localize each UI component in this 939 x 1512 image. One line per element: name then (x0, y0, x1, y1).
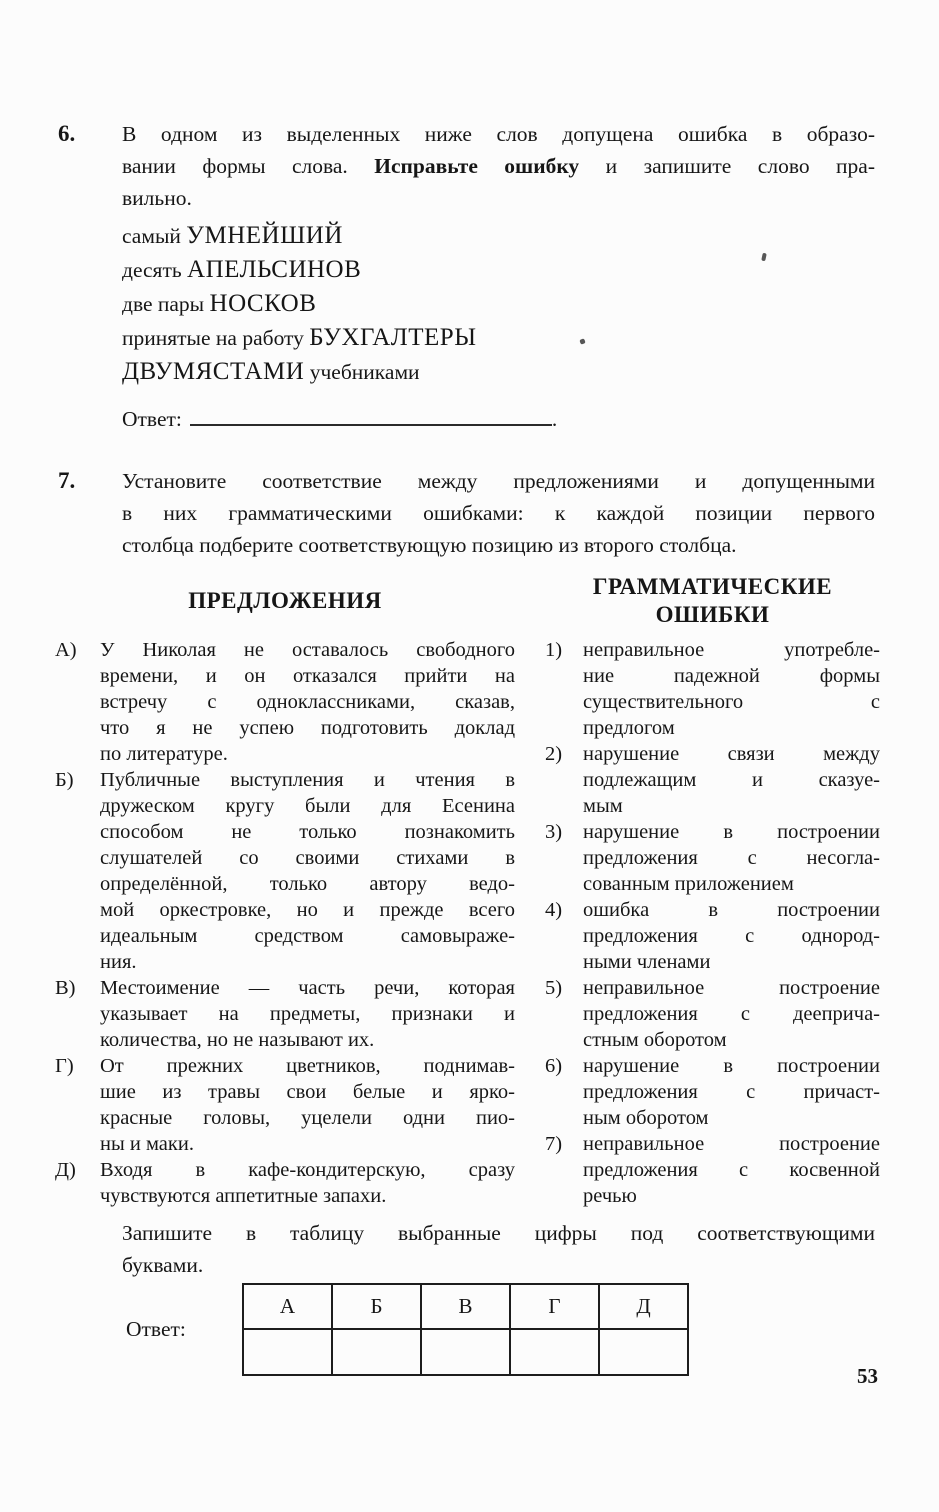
item-label: 5) (545, 977, 563, 999)
errors-header-line1: ГРАММАТИЧЕСКИЕ (592, 574, 833, 599)
question-7-text: Установите соответствие между предложениями и допущенными в них грамматическими ошибками: к каждой позиции первого столбца подберите соответствующую позицию из второго столбца. (122, 469, 875, 557)
errors-column (545, 637, 880, 1209)
table-header-cell-v: В (421, 1284, 510, 1329)
question-6-options (122, 219, 875, 389)
item-label: Д) (55, 1159, 76, 1181)
table-header-cell-b: Б (332, 1284, 421, 1329)
page-number: 53 (857, 1364, 878, 1388)
item-label: А) (55, 639, 77, 661)
question-7-instruction: Запишите в таблицу выбранные цифры под соответствующими буквами. (122, 1221, 875, 1277)
table-input-cell-v[interactable] (421, 1329, 510, 1375)
answers-table-header-row (243, 1284, 688, 1329)
table-input-cell-b[interactable] (332, 1329, 421, 1375)
question-6-text-line2-bold: Исправьте ошибку (374, 154, 580, 178)
answer-label: Ответ: (122, 407, 182, 431)
error-item-2 (545, 741, 880, 819)
errors-column-header (545, 573, 880, 629)
item-text: ошибка в построении предложения с однород- ными членами (583, 899, 880, 973)
error-item-7 (545, 1131, 880, 1209)
table-input-cell-a[interactable] (243, 1329, 332, 1375)
item-text: нарушение в построении предложения с несогла- сованным приложением (583, 821, 880, 895)
item-label: В) (55, 977, 76, 999)
item-text: Местоимение — часть речи, которая указывает на предметы, признаки и количества, но не называют их. (100, 977, 515, 1051)
table-input-cell-g[interactable] (510, 1329, 599, 1375)
option-4-plain: принятые на работу (122, 326, 310, 350)
item-text: неправильное построение предложения с косвенной речью (583, 1133, 880, 1207)
error-item-1 (545, 637, 880, 741)
question-6-text-line3: вильно. (122, 186, 192, 210)
option-4-caps: БУХГАЛТЕРЫ (309, 324, 477, 351)
option-1-caps: УМНЕЙШИЙ (186, 222, 343, 249)
question-6-text-line1: В одном из выделенных ниже слов допущена ошибка в образо- (122, 122, 875, 146)
table-header-cell-d: Д (599, 1284, 688, 1329)
item-label: 6) (545, 1055, 563, 1077)
question-7-answer-row (126, 1283, 939, 1376)
error-item-4 (545, 897, 880, 975)
item-text: У Николая не оставалось свободного времени, и он отказался прийти на встречу с одноклассниками, сказав, что я не успею подготовить доклад по литературе. (100, 639, 515, 765)
option-3-plain: две пары (122, 292, 210, 316)
item-text: нарушение связи между подлежащим и сказуе- мым (583, 743, 880, 817)
answers-table (242, 1283, 689, 1376)
option-line-3 (122, 287, 875, 321)
question-7-number: 7. (58, 468, 76, 493)
item-text: нарушение в построении предложения с причаст- ным оборотом (583, 1055, 880, 1129)
question-6-text-line2-before: вании формы слова. (122, 154, 375, 178)
option-2-caps: АПЕЛЬСИНОВ (187, 256, 362, 283)
sentence-item-b (55, 767, 515, 975)
item-label: 4) (545, 899, 563, 921)
answer-period: . (551, 407, 558, 431)
sentences-column-header: ПРЕДЛОЖЕНИЯ (188, 588, 382, 613)
item-label: 2) (545, 743, 563, 765)
error-item-3 (545, 819, 880, 897)
question-6-text (122, 118, 875, 214)
item-text: От прежних цветников, поднимав- шие из травы свои белые и ярко- красные головы, уцелели одни пио- ны и маки. (100, 1055, 515, 1155)
question-7 (58, 465, 875, 561)
item-text: Входя в кафе-кондитерскую, сразу чувствуются аппетитные запахи. (100, 1159, 515, 1207)
sentences-column (55, 637, 515, 1209)
question-6 (58, 118, 875, 435)
option-5-post: учебниками (304, 360, 420, 384)
error-item-5 (545, 975, 880, 1053)
error-item-6 (545, 1053, 880, 1131)
option-2-plain: десять (122, 258, 188, 282)
option-line-4 (122, 321, 875, 355)
sentence-item-g (55, 1053, 515, 1157)
table-header-cell-g: Г (510, 1284, 599, 1329)
item-label: 3) (545, 821, 563, 843)
question-6-answer-row (122, 402, 875, 435)
item-text: неправильное употребле- ние падежной формы существительного с предлогом (583, 639, 880, 739)
answer-label: Ответ: (126, 1317, 186, 1341)
item-label: Б) (55, 769, 74, 791)
option-line-1 (122, 219, 875, 253)
item-label: Г) (55, 1055, 74, 1077)
item-label: 1) (545, 639, 563, 661)
table-input-cell-d[interactable] (599, 1329, 688, 1375)
item-label: 7) (545, 1133, 563, 1155)
question-6-text-line2-after: и запишите слово пра- (579, 154, 875, 178)
option-line-5 (122, 355, 875, 389)
option-3-caps: НОСКОВ (209, 290, 317, 317)
option-1-plain: самый (122, 224, 187, 248)
question-6-text-line2 (122, 150, 875, 182)
answer-blank-line[interactable] (190, 402, 552, 426)
answers-table-input-row (243, 1329, 688, 1375)
sentence-item-v (55, 975, 515, 1053)
errors-header-line2: ОШИБКИ (655, 602, 770, 627)
question-6-number: 6. (58, 121, 76, 146)
item-text: неправильное построение предложения с дееприча- стным оборотом (583, 977, 880, 1051)
match-column-headers (55, 573, 880, 629)
sentence-item-d (55, 1157, 515, 1209)
option-5-caps: ДВУМЯСТАМИ (122, 358, 305, 385)
sentence-item-a (55, 637, 515, 767)
match-columns (55, 637, 880, 1209)
table-header-cell-a: А (243, 1284, 332, 1329)
item-text: Публичные выступления и чтения в дружеском кругу были для Есенина способом не только познакомить слушателей со своими стихами в определённой, только автору ведо- мой оркестровке, но и прежде всего идеальным средством самовыраже- ния. (100, 769, 515, 973)
